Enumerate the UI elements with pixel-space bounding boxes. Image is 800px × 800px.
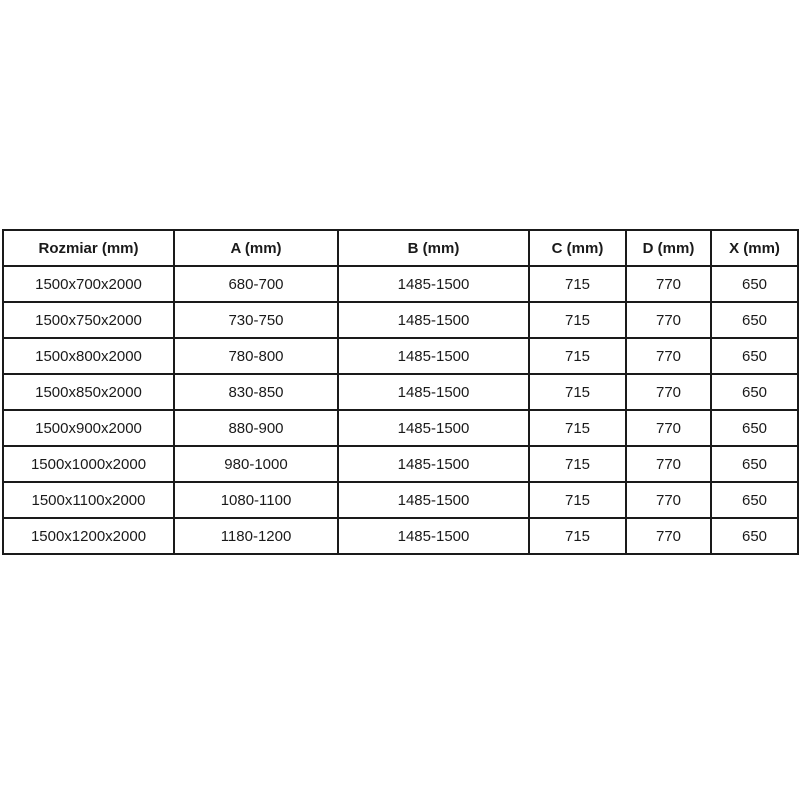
table-cell: 1500x1000x2000	[3, 446, 174, 482]
table-cell: 1180-1200	[174, 518, 338, 554]
table-row	[3, 446, 798, 482]
table-row	[3, 374, 798, 410]
table-cell: 770	[626, 482, 711, 518]
table-cell: 770	[626, 302, 711, 338]
table-cell: 650	[711, 518, 798, 554]
table-cell: 715	[529, 338, 626, 374]
table-cell: 715	[529, 302, 626, 338]
table-cell: 1485-1500	[338, 518, 529, 554]
table-cell: 770	[626, 410, 711, 446]
table-cell: 1500x1200x2000	[3, 518, 174, 554]
table-cell: 1500x800x2000	[3, 338, 174, 374]
column-header-a: A (mm)	[174, 230, 338, 266]
table-cell: 1485-1500	[338, 410, 529, 446]
table-cell: 1500x750x2000	[3, 302, 174, 338]
column-header-rozmiar: Rozmiar (mm)	[3, 230, 174, 266]
table-cell: 650	[711, 446, 798, 482]
table-cell: 1485-1500	[338, 266, 529, 302]
table-cell: 715	[529, 482, 626, 518]
table-cell: 780-800	[174, 338, 338, 374]
table-cell: 650	[711, 482, 798, 518]
dimensions-table-container	[2, 229, 797, 555]
table-cell: 650	[711, 410, 798, 446]
table-cell: 880-900	[174, 410, 338, 446]
table-cell: 1500x1100x2000	[3, 482, 174, 518]
table-cell: 1500x700x2000	[3, 266, 174, 302]
table-cell: 770	[626, 266, 711, 302]
table-row	[3, 338, 798, 374]
column-header-x: X (mm)	[711, 230, 798, 266]
table-cell: 650	[711, 266, 798, 302]
dimensions-table	[2, 229, 799, 555]
table-cell: 650	[711, 374, 798, 410]
table-cell: 1485-1500	[338, 446, 529, 482]
table-cell: 650	[711, 302, 798, 338]
table-cell: 680-700	[174, 266, 338, 302]
column-header-d: D (mm)	[626, 230, 711, 266]
table-cell: 1485-1500	[338, 374, 529, 410]
table-cell: 830-850	[174, 374, 338, 410]
header-row	[3, 230, 798, 266]
table-row	[3, 266, 798, 302]
table-cell: 980-1000	[174, 446, 338, 482]
table-row	[3, 518, 798, 554]
table-cell: 730-750	[174, 302, 338, 338]
table-cell: 770	[626, 518, 711, 554]
table-cell: 1485-1500	[338, 338, 529, 374]
table-cell: 650	[711, 338, 798, 374]
table-cell: 1500x850x2000	[3, 374, 174, 410]
table-row	[3, 482, 798, 518]
table-cell: 715	[529, 374, 626, 410]
table-cell: 770	[626, 374, 711, 410]
table-cell: 770	[626, 338, 711, 374]
table-row	[3, 302, 798, 338]
table-cell: 1485-1500	[338, 302, 529, 338]
table-cell: 1500x900x2000	[3, 410, 174, 446]
table-cell: 715	[529, 410, 626, 446]
table-cell: 715	[529, 518, 626, 554]
column-header-b: B (mm)	[338, 230, 529, 266]
table-cell: 1080-1100	[174, 482, 338, 518]
column-header-c: C (mm)	[529, 230, 626, 266]
table-cell: 770	[626, 446, 711, 482]
table-cell: 715	[529, 266, 626, 302]
table-cell: 715	[529, 446, 626, 482]
table-cell: 1485-1500	[338, 482, 529, 518]
table-row	[3, 410, 798, 446]
